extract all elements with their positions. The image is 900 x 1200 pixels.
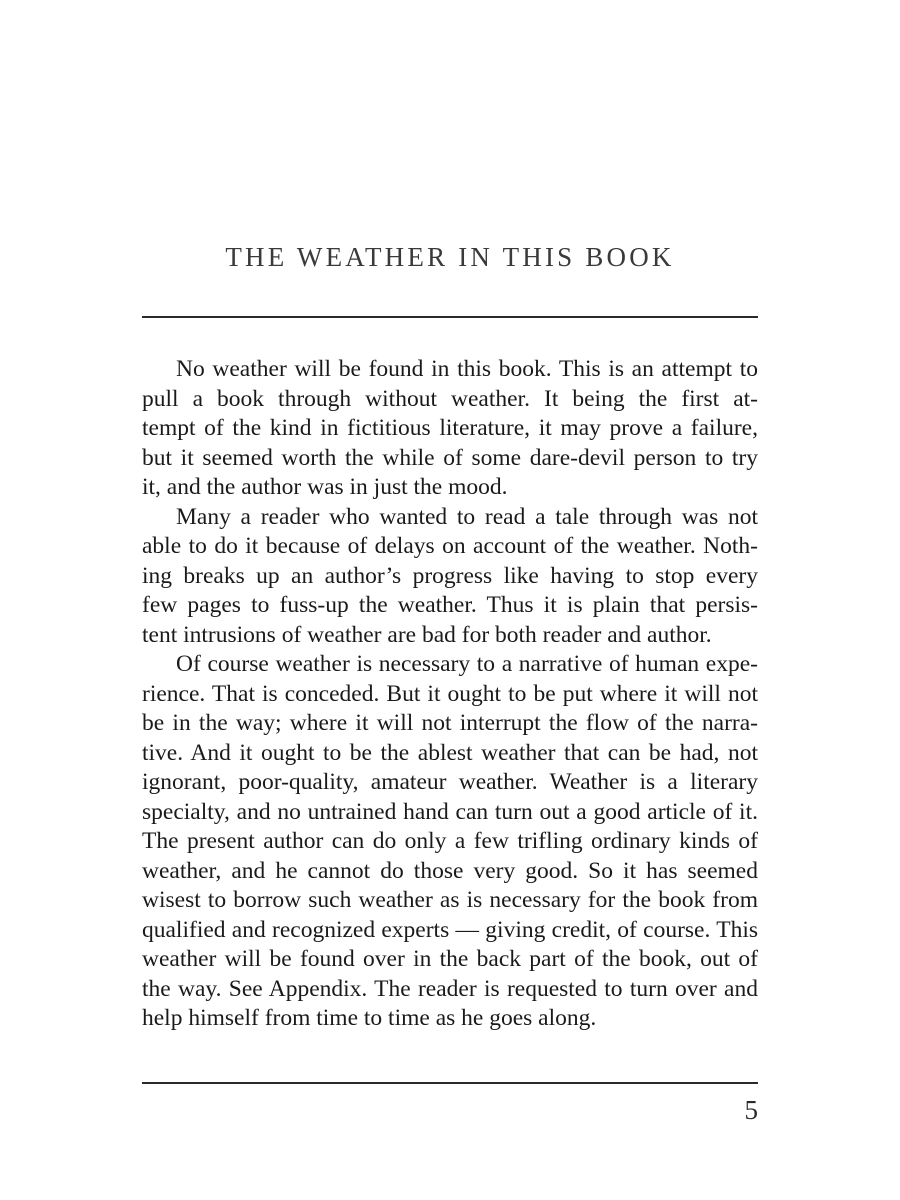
text-line: wisest to borrow such weather as is necessary for the book from	[142, 887, 758, 913]
chapter-title: THE WEATHER IN THIS BOOK	[225, 242, 675, 272]
bottom-rule-divider	[142, 1082, 758, 1084]
text-line: few pages to fuss-up the weather. Thus it is plain that persis-	[142, 592, 758, 618]
text-line: be in the way; where it will not interrupt the flow of the narra-	[142, 710, 758, 736]
text-line: pull a book through without weather. It being the first at-	[142, 385, 758, 412]
text-line: No weather will be found in this book. This is an attempt to	[176, 356, 758, 382]
text-line: qualified and recognized experts — giving credit, of course. This	[142, 916, 758, 943]
text-line: the way. See Appendix. The reader is requested to turn over and	[142, 975, 758, 1002]
text-line: weather will be found over in the back part of the book, out of	[142, 946, 758, 972]
text-line: Many a reader who wanted to read a tale through was not	[176, 503, 758, 530]
text-line: Of course weather is necessary to a narrative of human expe-	[176, 651, 758, 677]
text-line: The present author can do only a few trifling ordinary kinds of	[142, 828, 758, 854]
page-number: 5	[744, 1095, 758, 1125]
text-line: help himself from time to time as he goes along.	[142, 1005, 597, 1031]
text-line: tent intrusions of weather are bad for both reader and author.	[142, 621, 712, 648]
text-line: tempt of the kind in fictitious literature, it may prove a failure,	[142, 415, 758, 441]
top-rule-divider	[142, 316, 758, 318]
text-line: able to do it because of delays on account of the weather. Noth-	[142, 533, 758, 559]
text-line: weather, and he cannot do those very good. So it has seemed	[142, 857, 758, 884]
paragraph-1	[142, 355, 758, 503]
text-line: ignorant, poor-quality, amateur weather. Weather is a literary	[142, 769, 758, 795]
text-line: specialty, and no untrained hand can turn out a good article of it.	[142, 798, 758, 825]
paragraph-2	[142, 503, 758, 651]
text-line: but it seemed worth the while of some dare-devil person to try	[142, 444, 758, 471]
body-text	[142, 355, 758, 1034]
text-line: rience. That is conceded. But it ought to be put where it will not	[142, 680, 758, 707]
paragraph-3	[142, 650, 758, 1034]
text-line: it, and the author was in just the mood.	[142, 474, 508, 500]
text-line: tive. And it ought to be the ablest weather that can be had, not	[142, 739, 758, 766]
text-line: ing breaks up an author’s progress like having to stop every	[142, 562, 758, 589]
